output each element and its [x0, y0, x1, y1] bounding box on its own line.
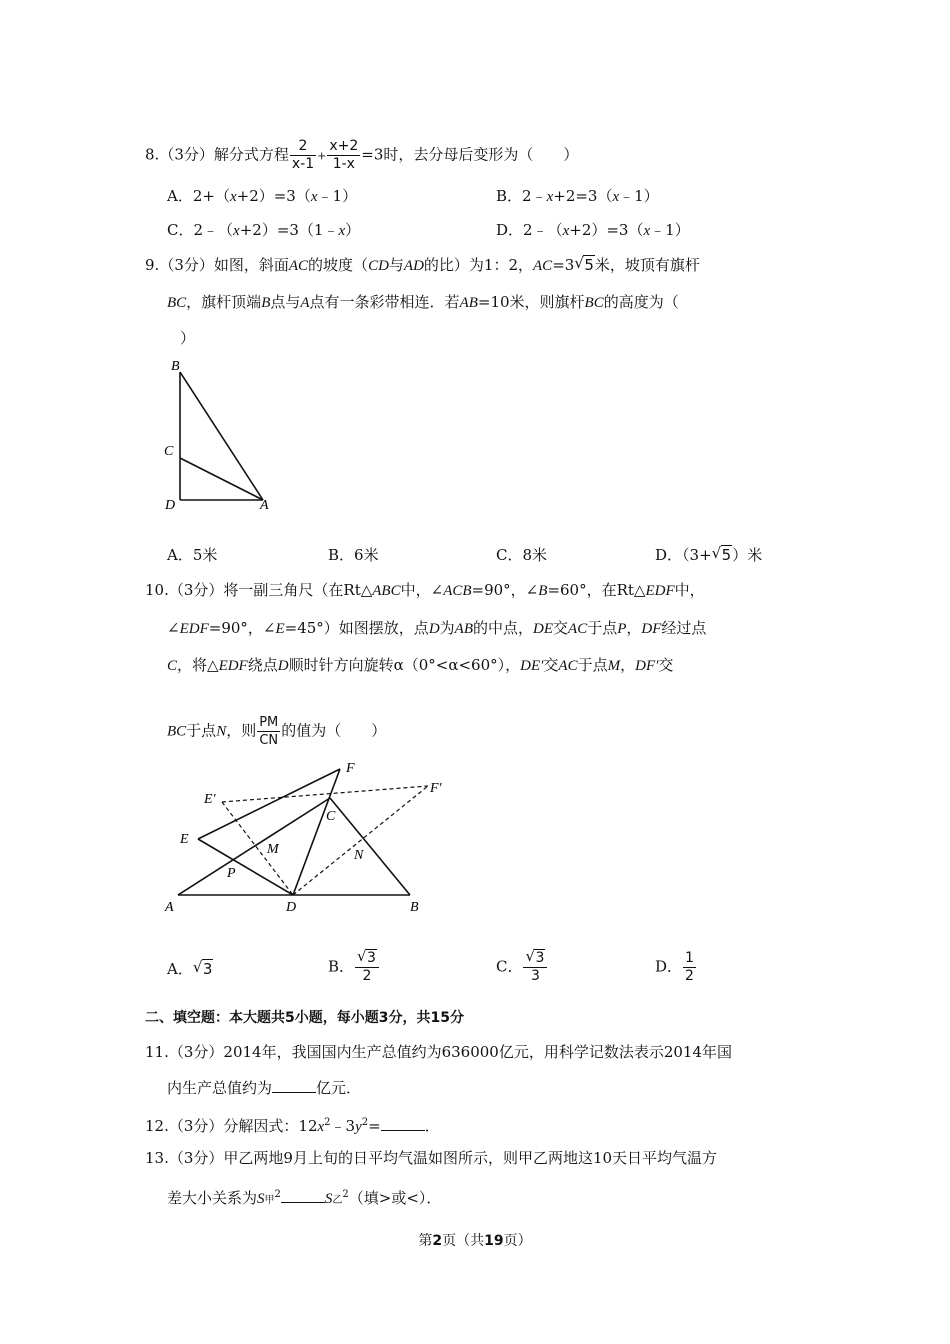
q9-option-c[interactable]: C．8米: [496, 546, 548, 564]
q8-option-d[interactable]: D．2﹣（x+2）=3（x﹣1）: [496, 221, 690, 239]
q10-option-c[interactable]: C． √ 3 3: [496, 950, 548, 985]
q9-stem-line1: 9.（3分）如图，斜面AC的坡度（CD与AD的比）为1：2，AC=3 √ 5米，坡顶有旗杆: [145, 254, 700, 274]
q8-number: 8.: [145, 145, 160, 164]
q9-figure: [150, 350, 290, 520]
q10-stem-line2: ∠EDF=90°，∠E=45°）如图摆放，点D为AB的中点，DE交AC于点P，DF经过点: [167, 619, 707, 637]
line-ac: [178, 798, 330, 895]
q13-stem-line2: 差大小关系为S甲$^2$ S乙$^2$（填>或<）．: [167, 1189, 442, 1207]
label-c: C: [164, 444, 174, 459]
line-cb: [330, 798, 410, 895]
q10-stem-line1: 10.（3分）将一副三角尺（在Rt△ABC中，∠ACB=90°，∠B=60°，在Rt△EDF中，: [145, 581, 705, 599]
line-e1f1: [222, 786, 428, 802]
label-a: A: [260, 498, 269, 513]
label-f: F: [346, 761, 355, 776]
q8-option-c[interactable]: C．2﹣（x+2）=3（1﹣x）: [167, 221, 361, 239]
label-d: D: [286, 900, 297, 915]
q9-option-a[interactable]: A．5米: [167, 546, 218, 564]
q10-option-d[interactable]: D． $\frac{1}{2}$: [655, 950, 694, 984]
slope-line: [180, 458, 263, 500]
answer-blank[interactable]: [272, 1078, 316, 1093]
answer-blank[interactable]: [381, 1116, 425, 1131]
q9-option-d[interactable]: D．（3+ √ 5）米: [655, 544, 763, 564]
q9-stem-line2: BC，旗杆顶端B点与A点有一条彩带相连．若AB=10米，则旗杆BC的高度为（: [167, 293, 679, 311]
line-ef: [198, 769, 340, 839]
line-e1d: [222, 802, 293, 895]
page-footer: 第2页（共19页）: [418, 1233, 532, 1249]
q10-stem-line3: C，将△EDF绕点D顺时针方向旋转α（0°<α<60°），DE′交AC于点M，DF′交: [167, 656, 674, 674]
sqrt-symbol: √ 5: [574, 254, 594, 274]
q8-fraction-1: $\frac{2}{x-1}$: [291, 138, 315, 172]
q11-stem-line2: 内生产总值约为 亿元．: [167, 1079, 362, 1097]
label-b: B: [410, 900, 419, 915]
label-e-prime: E′: [204, 792, 216, 807]
q9-option-b[interactable]: B．6米: [328, 546, 379, 564]
q8-stem: 8.（3分）解分式方程 $\frac{2}{x-1}$ + $\frac{x+2}{1-x}$ =3时，去分母后变形为（ ）: [145, 138, 579, 172]
answer-blank[interactable]: [281, 1188, 325, 1203]
label-b: B: [171, 359, 180, 374]
q8-option-b[interactable]: B．2﹣x+2=3（x﹣1）: [496, 187, 659, 205]
q8-score: （3分）: [159, 145, 214, 164]
label-e: E: [180, 832, 189, 847]
q10-fraction: $\frac{PM}{CN}$: [259, 715, 279, 748]
label-d: D: [165, 498, 176, 513]
label-p: P: [227, 866, 236, 881]
label-c: C: [326, 809, 336, 824]
q11-stem-line1: 11.（3分）2014年，我国国内生产总值约为636000亿元，用科学记数法表示2014年国: [145, 1043, 733, 1061]
label-a: A: [165, 900, 174, 915]
q9-stem-line3: ）: [180, 329, 196, 347]
q10-figure: [160, 755, 440, 920]
label-m: M: [267, 842, 279, 857]
q13-stem-line1: 13.（3分）甲乙两地9月上旬的日平均气温如图所示，则甲乙两地这10天日平均气温方: [145, 1149, 718, 1167]
q11-number: 11.: [145, 1043, 169, 1061]
q10-option-a[interactable]: A． √ 3: [167, 958, 213, 978]
page-number: 2: [432, 1233, 443, 1249]
q12-stem: 12.（3分）分解因式：$12x^2﹣3y^2=$ ．: [145, 1117, 440, 1135]
q10-option-b[interactable]: B． √ 3 2: [328, 950, 380, 985]
q8-option-a[interactable]: A．2+（x+2）=3（x﹣1）: [167, 187, 358, 205]
q8-fraction-2: $\frac{x+2}{1-x}$: [329, 138, 359, 172]
q10-number: 10.: [145, 581, 169, 599]
page-total: 19: [484, 1233, 504, 1249]
line-ed: [198, 839, 293, 895]
q13-number: 13.: [145, 1149, 169, 1167]
ribbon-line: [180, 372, 263, 500]
label-n: N: [354, 848, 364, 863]
q9-number: 9.: [145, 256, 160, 274]
q12-number: 12.: [145, 1117, 169, 1135]
label-f-prime: F′: [430, 781, 442, 796]
section-heading: 二、填空题：本大题共5小题，每小题3分，共15分: [145, 1010, 464, 1026]
q10-stem-line4: BC于点N，则 $\frac{PM}{CN}$ 的值为（ ）: [167, 715, 387, 748]
